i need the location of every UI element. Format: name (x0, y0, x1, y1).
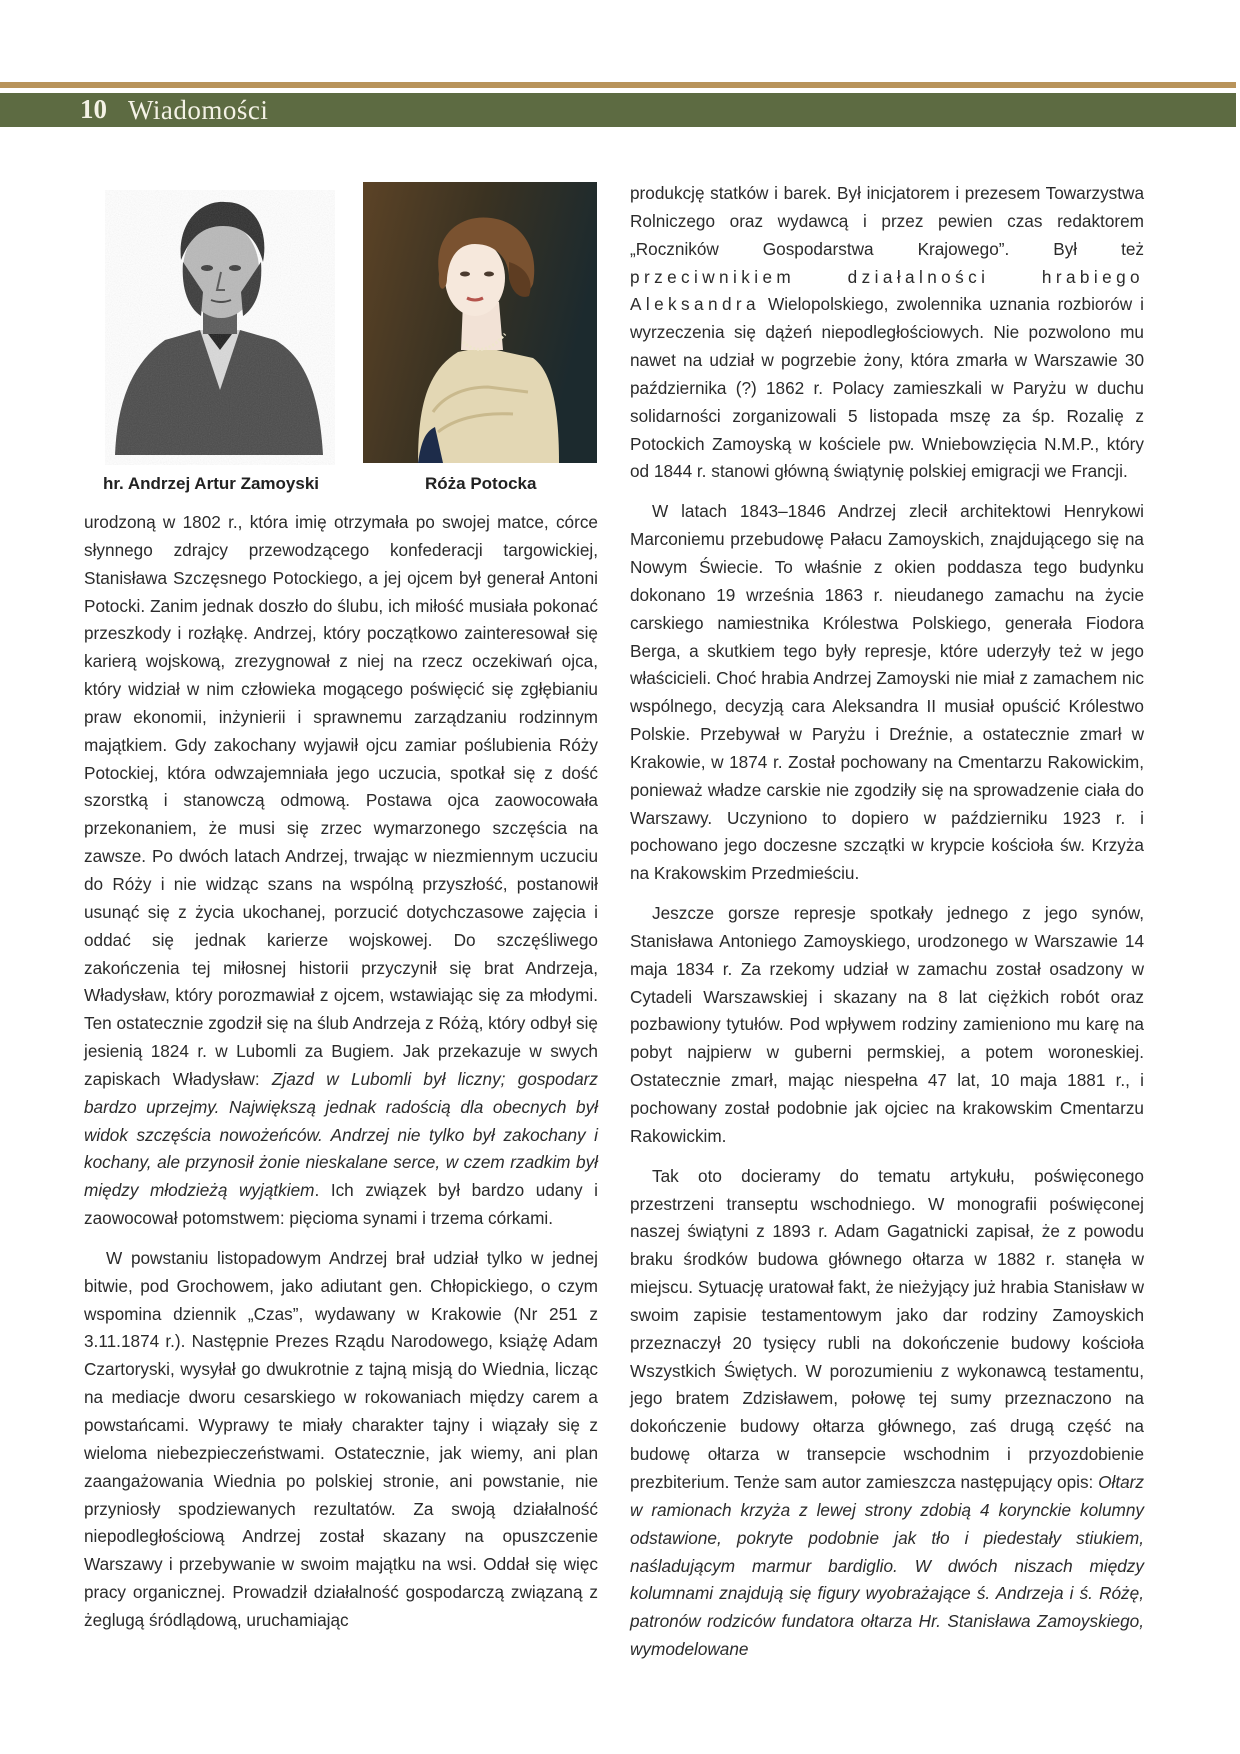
figure-caption-zamoyski: hr. Andrzej Artur Zamoyski (103, 474, 320, 493)
paragraph-text: . Ich związek był bardzo udany i zaowocował potomstwem: pięcioma synami i trzema córkami. (84, 1180, 598, 1229)
quote-wladyslaw: Zjazd w Lubomli był liczny; gospodarz bardzo uprzejmy. Największą jednak radością dla obecnych był widok szczęścia nowożeńców. Andrzej nie tylko był zakochany i kochany, ale przynosił żonie nieskalane serce, w czem rzadkim był między młodzieżą wyjątkiem (84, 1068, 598, 1201)
paragraph: W powstaniu listopadowym Andrzej brał udział tylko w jednej bitwie, pod Grochowem, jako adiutant gen. Chłopickiego, o czym wspomina dziennik „Czas”, wydawany w Krakowie (Nr 251 z 3.11.1874 r.). Następnie Prezes Rządu Narodowego, książę Adam Czartoryski, wysyłał go dwukrotnie z tajną misją do Wiednia, licząc na mediacje dworu cesarskiego w rokowaniach między carem a powstańcami. Wyprawy te miały charakter tajny i wiązały się z wieloma niebezpieczeństwami. Ostatecznie, jak wiemy, ani plan zaangażowania Wiednia po polskiej stronie, ani powstanie, nie przyniosły spodziewanych rezultatów. Za swoją działalność niepodległościową Andrzej został skazany na opuszczenie Warszawy i przebywanie w swoim majątku na wsi. Oddał się więc pracy organicznej. Prowadził działalność gospodarczą związaną z żeglugą śródlądową, uruchamiając (84, 1247, 598, 1630)
article-column-left (84, 509, 598, 1635)
page-number: 10 (80, 94, 107, 124)
header-gold-rule (0, 82, 1236, 88)
paragraph: W latach 1843–1846 Andrzej zlecił architektowi Henrykowi Marconiemu przebudowę Pałacu Zamoyskich, znajdującego się na Nowym Świecie. To właśnie z okien poddasza tego budynku dokonano 19 września 1863 r. nieudanego zamachu na życie carskiego namiestnika Królestwa Polskiego, generała Fiodora Berga, a skutkiem tego były represje, które uderzyły też w jego właścicieli. Choć hrabia Andrzej Zamoyski nie miał z zamachem nic wspólnego, decyzją cara Aleksandra II musiał opuścić Królestwo Polskie. Przebywał w Paryżu i Dreźnie, a ostatecznie zmarł w Krakowie, w 1874 r. Został pochowany na Cmentarzu Rakowickim, ponieważ władze carskie nie zgodziły się na sprowadzenie ciała do Warszawy. Uczyniono to dopiero w październiku 1923 r. i pochowano jego doczesne szczątki w krypcie kościoła św. Krzyża na Krakowskim Przedmieściu. (630, 501, 1144, 884)
paragraph (630, 180, 1144, 486)
figure-caption-potocka: Róża Potocka (425, 474, 537, 493)
page-header (0, 93, 1236, 127)
paragraph: Jeszcze gorsze represje spotkały jednego z jego synów, Stanisława Antoniego Zamoyskiego, urodzonego w Warszawie 14 maja 1834 r. Za rzekomy udział w zamachu został osadzony w Cytadeli Warszawskiej i skazany na 8 lat ciężkich robót oraz pozbawiony tytułów. Pod wpływem rodziny zamieniono mu karę na pobyt najpierw w guberni permskiej, a potem woroneskiej. Ostatecznie zmarł, mając niespełna 47 lat, 10 maja 1881 r., i pochowany został podobnie jak ojciec na krakowskim Cmentarzu Rakowickim. (630, 903, 1144, 1146)
portrait-andrzej-zamoyski (105, 190, 335, 465)
article-column-right (630, 180, 1144, 1664)
paragraph-text: urodzoną w 1802 r., która imię otrzymała po swojej matce, córce słynnego zdrajcy przewodzącego konfederacji targowickiej, Stanisława Szczęsnego Potockiego, a jej ojcem był generał Antoni Potocki. Zanim jednak doszło do ślubu, ich miłość musiała pokonać przeszkody i rozłąkę. Andrzej, który początkowo zainteresował się karierą wojskową, zrezygnował z niej na rzecz oczekiwań ojca, który widział w nim człowieka mogącego poświęcić się zgłębianiu praw ekonomii, inżynierii i sprawnemu zarządzaniu rodzinnym majątkiem. Gdy zakochany wyjawił ojcu zamiar poślubienia Róży Potockiej, która odwzajemniała jego uczucia, spotkał się z dość szorstką i stanowczą odmową. Postawa ojca zaowocowała przekonaniem, że musi się zrzec wymarzonego szczęścia na zawsze. Po dwóch latach Andrzej, trwając w niezmiennym uczuciu do Róży i nie widząc szans na wspólną przyszłość, postanowił usunąć się z życia ukochanej, porzucić dotychczasowe zajęcia i oddać się jednak karierze wojskowej. Do szczęśliwego zakończenia tej miłosnej historii przyczynił się brat Andrzeja, Władysław, który porozmawiał z ojcem, wstawiając się za młodymi. Ten ostatecznie zgodził się na ślub Andrzeja z Różą, który odbył się jesienią 1824 r. w Lubomli za Bugiem. Jak przekazuje w swych zapiskach Władysław: (84, 512, 598, 1089)
paragraph-text: Wielopolskiego, zwolennika uznania rozbiorów i wyrzeczenia się dążeń niepodległościowych. Nie pozwolono mu nawet na udział w pogrzebie żony, która zmarła w Warszawie 30 października (?) 1862 r. Polacy zamieszkali w Paryżu w duchu solidarności zorganizowali 5 listopada mszę za śp. Rozalię z Potockich Zamoyską w kościele pw. Wniebowzięcia N.M.P., który od 1844 r. stanowi główną świątynię polskiej emigracji we Francji. (630, 294, 1144, 482)
paragraph (630, 1163, 1144, 1664)
section-title: Wiadomości (128, 95, 269, 125)
paragraph-text: Tak oto docieramy do tematu artykułu, poświęconego przestrzeni transeptu wschodniego. W monografii poświęconej naszej świątyni z 1893 r. Adam Gagatnicki zapisał, że z powodu braku środków budowa głównego ołtarza w 1882 r. stanęła w miejscu. Sytuację uratował fakt, że nieżyjący już hrabia Stanisław w swoim zapisie testamentowym jako dar rodziny Zamoyskich przeznaczył 20 tysięcy rubli na dokończenie budowy kościoła Wszystkich Świętych. W porozumieniu z wykonawcą testamentu, jego bratem Zdzisławem, połowę tej sumy przeznaczono na dokończenie budowy ołtarza głównego, zaś drugą część na budowę ołtarza w transepcie wschodnim i przyozdobienie prezbiterium. Tenże sam autor zamieszcza następujący opis: (630, 1165, 1144, 1492)
quote-gagatnicki: Ołtarz w ramionach krzyża z lewej strony zdobią 4 korynckie kolumny odstawione, pokryte podobnie jak tło i piedestały stiukiem, naśladującym marmur bardiglio. W dwóch niszach między kolumnami znajdują się figury wyobrażające ś. Andrzeja i ś. Różę, patronów rodziców fundatora ołtarza Hr. Stanisława Zamoyskiego, wymodelowane (630, 1471, 1144, 1660)
paragraph (84, 509, 598, 1233)
portrait-roza-potocka (363, 182, 597, 463)
paragraph-text: produkcję statków i barek. Był inicjatorem i prezesem Towarzystwa Rolniczego oraz wydawcą i przez pewien czas redaktorem „Roczników Gospodarstwa Krajowego”. Był też (630, 183, 1144, 259)
paragraph-text-spaced: przeciwnikiem działalności hrabiego Aleksandra (630, 266, 1144, 315)
